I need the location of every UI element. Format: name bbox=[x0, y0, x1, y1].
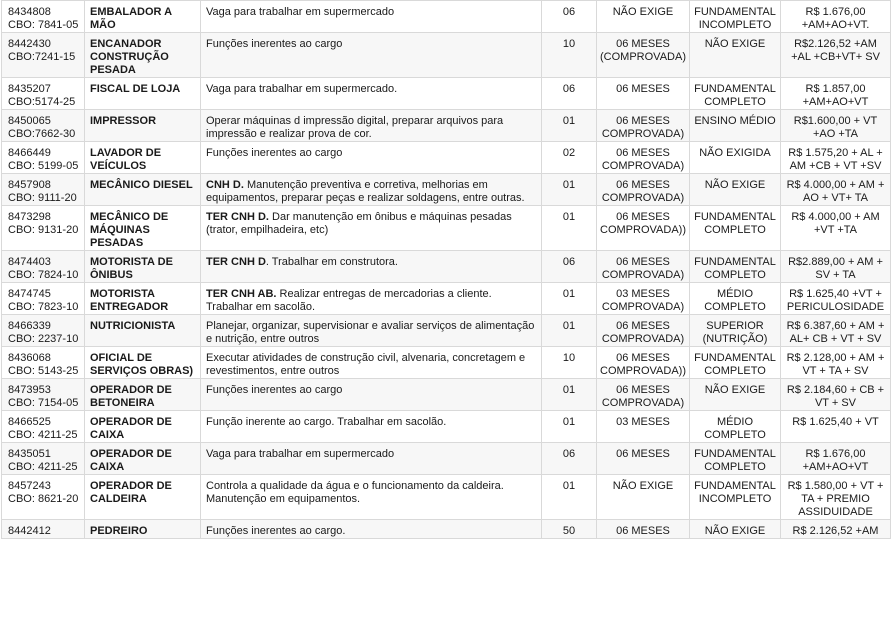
vacancy-count: 06 bbox=[542, 78, 597, 110]
cbo-code: CBO: 7823-10 bbox=[8, 301, 79, 313]
cbo-code: CBO: 9111-20 bbox=[8, 192, 77, 204]
vacancy-count: 01 bbox=[542, 174, 597, 206]
salary-benefits: R$ 1.676,00 +AM+AO+VT. bbox=[781, 1, 891, 33]
cbo-code: CBO:7241-15 bbox=[8, 51, 76, 63]
job-code: 8442412 bbox=[8, 525, 51, 537]
job-title: ENCANADOR CONSTRUÇÃO PESADA bbox=[85, 33, 201, 78]
job-code-cell bbox=[2, 251, 85, 283]
description-text: Função inerente ao cargo. Trabalhar em sacolão. bbox=[206, 416, 447, 428]
salary-benefits: R$ 4.000,00 + AM + AO + VT+ TA bbox=[781, 174, 891, 206]
education-requirement: FUNDAMENTAL COMPLETO bbox=[690, 251, 781, 283]
job-code-cell bbox=[2, 206, 85, 251]
job-description bbox=[201, 475, 542, 520]
experience-requirement: 06 MESES COMPROVADA) bbox=[597, 142, 690, 174]
job-title: MOTORISTA ENTREGADOR bbox=[85, 283, 201, 315]
job-code: 8457243 bbox=[8, 480, 51, 492]
cbo-code: CBO: 7824-10 bbox=[8, 269, 79, 281]
job-description bbox=[201, 174, 542, 206]
job-code-cell bbox=[2, 347, 85, 379]
job-code: 8457908 bbox=[8, 179, 51, 191]
experience-requirement: 06 MESES bbox=[597, 78, 690, 110]
education-requirement: NÃO EXIGE bbox=[690, 379, 781, 411]
job-code: 8435051 bbox=[8, 448, 51, 460]
vacancy-count: 01 bbox=[542, 110, 597, 142]
cbo-code: CBO:5174-25 bbox=[8, 96, 76, 108]
job-code-cell bbox=[2, 33, 85, 78]
job-title: LAVADOR DE VEÍCULOS bbox=[85, 142, 201, 174]
experience-requirement: NÃO EXIGE bbox=[597, 475, 690, 520]
education-requirement: NÃO EXIGE bbox=[690, 174, 781, 206]
experience-requirement: 03 MESES bbox=[597, 411, 690, 443]
job-title: OPERADOR DE CAIXA bbox=[85, 411, 201, 443]
job-description bbox=[201, 251, 542, 283]
vacancy-count: 01 bbox=[542, 283, 597, 315]
description-text: Funções inerentes ao cargo bbox=[206, 384, 343, 396]
education-requirement: FUNDAMENTAL COMPLETO bbox=[690, 443, 781, 475]
description-text: . Trabalhar em construtora. bbox=[265, 256, 398, 268]
salary-benefits: R$ 1.625,40 + VT bbox=[781, 411, 891, 443]
job-code-cell bbox=[2, 110, 85, 142]
job-listings-table bbox=[1, 0, 891, 539]
education-requirement: MÉDIO COMPLETO bbox=[690, 283, 781, 315]
job-title: MECÂNICO DIESEL bbox=[85, 174, 201, 206]
job-code: 8434808 bbox=[8, 6, 51, 18]
education-requirement: NÃO EXIGE bbox=[690, 520, 781, 539]
job-title: IMPRESSOR bbox=[85, 110, 201, 142]
table-row bbox=[2, 1, 891, 33]
job-listings-body bbox=[2, 1, 891, 539]
education-requirement: SUPERIOR (NUTRIÇÃO) bbox=[690, 315, 781, 347]
salary-benefits: R$ 2.184,60 + CB + VT + SV bbox=[781, 379, 891, 411]
job-code: 8436068 bbox=[8, 352, 51, 364]
job-description bbox=[201, 411, 542, 443]
salary-benefits: R$2.126,52 +AM +AL +CB+VT+ SV bbox=[781, 33, 891, 78]
description-lead: TER CNH AB. bbox=[206, 288, 277, 300]
job-description bbox=[201, 347, 542, 379]
cbo-code: CBO: 5199-05 bbox=[8, 160, 79, 172]
job-code: 8474745 bbox=[8, 288, 51, 300]
job-description bbox=[201, 520, 542, 539]
table-row bbox=[2, 520, 891, 539]
description-text: Vaga para trabalhar em supermercado bbox=[206, 448, 395, 460]
salary-benefits: R$ 2.126,52 +AM bbox=[781, 520, 891, 539]
table-row bbox=[2, 251, 891, 283]
education-requirement: NÃO EXIGE bbox=[690, 33, 781, 78]
description-text: Vaga para trabalhar em supermercado bbox=[206, 6, 395, 18]
description-text: Vaga para trabalhar em supermercado. bbox=[206, 83, 398, 95]
education-requirement: FUNDAMENTAL COMPLETO bbox=[690, 347, 781, 379]
job-title: MOTORISTA DE ÔNIBUS bbox=[85, 251, 201, 283]
table-row bbox=[2, 379, 891, 411]
cbo-code: CBO: 8621-20 bbox=[8, 493, 79, 505]
job-description bbox=[201, 142, 542, 174]
job-code: 8474403 bbox=[8, 256, 51, 268]
education-requirement: FUNDAMENTAL COMPLETO bbox=[690, 78, 781, 110]
table-row bbox=[2, 411, 891, 443]
job-code-cell bbox=[2, 174, 85, 206]
job-code-cell bbox=[2, 78, 85, 110]
education-requirement: NÃO EXIGIDA bbox=[690, 142, 781, 174]
education-requirement: FUNDAMENTAL COMPLETO bbox=[690, 206, 781, 251]
job-code-cell bbox=[2, 315, 85, 347]
description-text: Funções inerentes ao cargo bbox=[206, 38, 343, 50]
job-code: 8435207 bbox=[8, 83, 51, 95]
table-row bbox=[2, 347, 891, 379]
job-code-cell bbox=[2, 142, 85, 174]
salary-benefits: R$ 1.580,00 + VT + TA + PREMIO ASSIDUIDADE bbox=[781, 475, 891, 520]
vacancy-count: 01 bbox=[542, 379, 597, 411]
salary-benefits: R$ 1.857,00 +AM+AO+VT bbox=[781, 78, 891, 110]
education-requirement: MÉDIO COMPLETO bbox=[690, 411, 781, 443]
job-code: 8473953 bbox=[8, 384, 51, 396]
table-row bbox=[2, 206, 891, 251]
table-row bbox=[2, 475, 891, 520]
vacancy-count: 50 bbox=[542, 520, 597, 539]
experience-requirement: 06 MESES (COMPROVADA) bbox=[597, 33, 690, 78]
job-code: 8442430 bbox=[8, 38, 51, 50]
job-code-cell bbox=[2, 520, 85, 539]
salary-benefits: R$1.600,00 + VT +AO +TA bbox=[781, 110, 891, 142]
job-code-cell bbox=[2, 443, 85, 475]
vacancy-count: 01 bbox=[542, 475, 597, 520]
cbo-code: CBO: 7154-05 bbox=[8, 397, 79, 409]
experience-requirement: 06 MESES bbox=[597, 520, 690, 539]
description-text: Planejar, organizar, supervisionar e avaliar serviços de alimentação e nutrição, entre outros bbox=[206, 320, 535, 345]
job-code-cell bbox=[2, 379, 85, 411]
experience-requirement: 06 MESES bbox=[597, 443, 690, 475]
vacancy-count: 01 bbox=[542, 315, 597, 347]
experience-requirement: 06 MESES COMPROVADA) bbox=[597, 315, 690, 347]
job-code: 8466449 bbox=[8, 147, 51, 159]
description-text: Executar atividades de construção civil, alvenaria, concretagem e revestimentos, entre outros bbox=[206, 352, 526, 377]
description-text: Funções inerentes ao cargo. bbox=[206, 525, 346, 537]
table-row bbox=[2, 110, 891, 142]
job-title: MECÂNICO DE MÁQUINAS PESADAS bbox=[85, 206, 201, 251]
experience-requirement: NÃO EXIGE bbox=[597, 1, 690, 33]
job-title: OPERADOR DE CAIXA bbox=[85, 443, 201, 475]
cbo-code: CBO: 2237-10 bbox=[8, 333, 79, 345]
table-row bbox=[2, 174, 891, 206]
table-row bbox=[2, 283, 891, 315]
vacancy-count: 10 bbox=[542, 347, 597, 379]
job-code-cell bbox=[2, 411, 85, 443]
experience-requirement: 06 MESES COMPROVADA) bbox=[597, 251, 690, 283]
job-code: 8450065 bbox=[8, 115, 51, 127]
vacancy-count: 06 bbox=[542, 1, 597, 33]
cbo-code: CBO:7662-30 bbox=[8, 128, 76, 140]
experience-requirement: 06 MESES COMPROVADA) bbox=[597, 174, 690, 206]
job-title: EMBALADOR A MÃO bbox=[85, 1, 201, 33]
table-row bbox=[2, 443, 891, 475]
job-code: 8466339 bbox=[8, 320, 51, 332]
table-row bbox=[2, 142, 891, 174]
experience-requirement: 06 MESES COMPROVADA)) bbox=[597, 347, 690, 379]
vacancy-count: 10 bbox=[542, 33, 597, 78]
vacancy-count: 01 bbox=[542, 411, 597, 443]
job-code-cell bbox=[2, 475, 85, 520]
vacancy-count: 02 bbox=[542, 142, 597, 174]
job-title: NUTRICIONISTA bbox=[85, 315, 201, 347]
job-description bbox=[201, 33, 542, 78]
job-description bbox=[201, 443, 542, 475]
description-text: Realizar entregas de mercadorias a cliente. Trabalhar em sacolão. bbox=[206, 288, 492, 313]
description-lead: CNH D. bbox=[206, 179, 244, 191]
description-text: Dar manutenção em ônibus e máquinas pesadas (trator, empilhadeira, etc) bbox=[206, 211, 512, 236]
cbo-code: CBO: 7841-05 bbox=[8, 19, 79, 31]
education-requirement: FUNDAMENTAL INCOMPLETO bbox=[690, 475, 781, 520]
table-row bbox=[2, 315, 891, 347]
job-description bbox=[201, 283, 542, 315]
job-title: PEDREIRO bbox=[85, 520, 201, 539]
salary-benefits: R$ 6.387,60 + AM + AL+ CB + VT + SV bbox=[781, 315, 891, 347]
salary-benefits: R$ 1.676,00 +AM+AO+VT bbox=[781, 443, 891, 475]
vacancy-count: 01 bbox=[542, 206, 597, 251]
job-description bbox=[201, 78, 542, 110]
job-code: 8466525 bbox=[8, 416, 51, 428]
cbo-code: CBO: 9131-20 bbox=[8, 224, 79, 236]
education-requirement: FUNDAMENTAL INCOMPLETO bbox=[690, 1, 781, 33]
job-title: OPERADOR DE CALDEIRA bbox=[85, 475, 201, 520]
description-text: Manutenção preventiva e corretiva, melhorias em equipamentos, preparar peças e realizar soldagens, entre outras. bbox=[206, 179, 525, 204]
table-row bbox=[2, 33, 891, 78]
job-title: OFICIAL DE SERVIÇOS OBRAS) bbox=[85, 347, 201, 379]
job-title: OPERADOR DE BETONEIRA bbox=[85, 379, 201, 411]
salary-benefits: R$ 1.575,20 + AL + AM +CB + VT +SV bbox=[781, 142, 891, 174]
experience-requirement: 06 MESES COMPROVADA) bbox=[597, 379, 690, 411]
job-description bbox=[201, 379, 542, 411]
salary-benefits: R$ 1.625,40 +VT + PERICULOSIDADE bbox=[781, 283, 891, 315]
cbo-code: CBO: 4211-25 bbox=[8, 429, 78, 441]
job-code-cell bbox=[2, 283, 85, 315]
description-lead: TER CNH D bbox=[206, 256, 266, 268]
job-code-cell bbox=[2, 1, 85, 33]
salary-benefits: R$ 2.128,00 + AM + VT + TA + SV bbox=[781, 347, 891, 379]
description-text: Controla a qualidade da água e o funcionamento da caldeira. Manutenção em equipamentos. bbox=[206, 480, 504, 505]
job-code: 8473298 bbox=[8, 211, 51, 223]
experience-requirement: 06 MESES COMPROVADA)) bbox=[597, 206, 690, 251]
description-lead: TER CNH D. bbox=[206, 211, 269, 223]
cbo-code: CBO: 5143-25 bbox=[8, 365, 79, 377]
experience-requirement: 03 MESES COMPROVADA) bbox=[597, 283, 690, 315]
salary-benefits: R$2.889,00 + AM + SV + TA bbox=[781, 251, 891, 283]
experience-requirement: 06 MESES COMPROVADA) bbox=[597, 110, 690, 142]
description-text: Operar máquinas d impressão digital, preparar arquivos para impressão e realizar prova de cor. bbox=[206, 115, 504, 140]
vacancy-count: 06 bbox=[542, 443, 597, 475]
cbo-code: CBO: 4211-25 bbox=[8, 461, 78, 473]
salary-benefits: R$ 4.000,00 + AM +VT +TA bbox=[781, 206, 891, 251]
job-description bbox=[201, 206, 542, 251]
job-description bbox=[201, 110, 542, 142]
job-description bbox=[201, 1, 542, 33]
education-requirement: ENSINO MÉDIO bbox=[690, 110, 781, 142]
job-description bbox=[201, 315, 542, 347]
table-row bbox=[2, 78, 891, 110]
job-title: FISCAL DE LOJA bbox=[85, 78, 201, 110]
vacancy-count: 06 bbox=[542, 251, 597, 283]
description-text: Funções inerentes ao cargo bbox=[206, 147, 343, 159]
